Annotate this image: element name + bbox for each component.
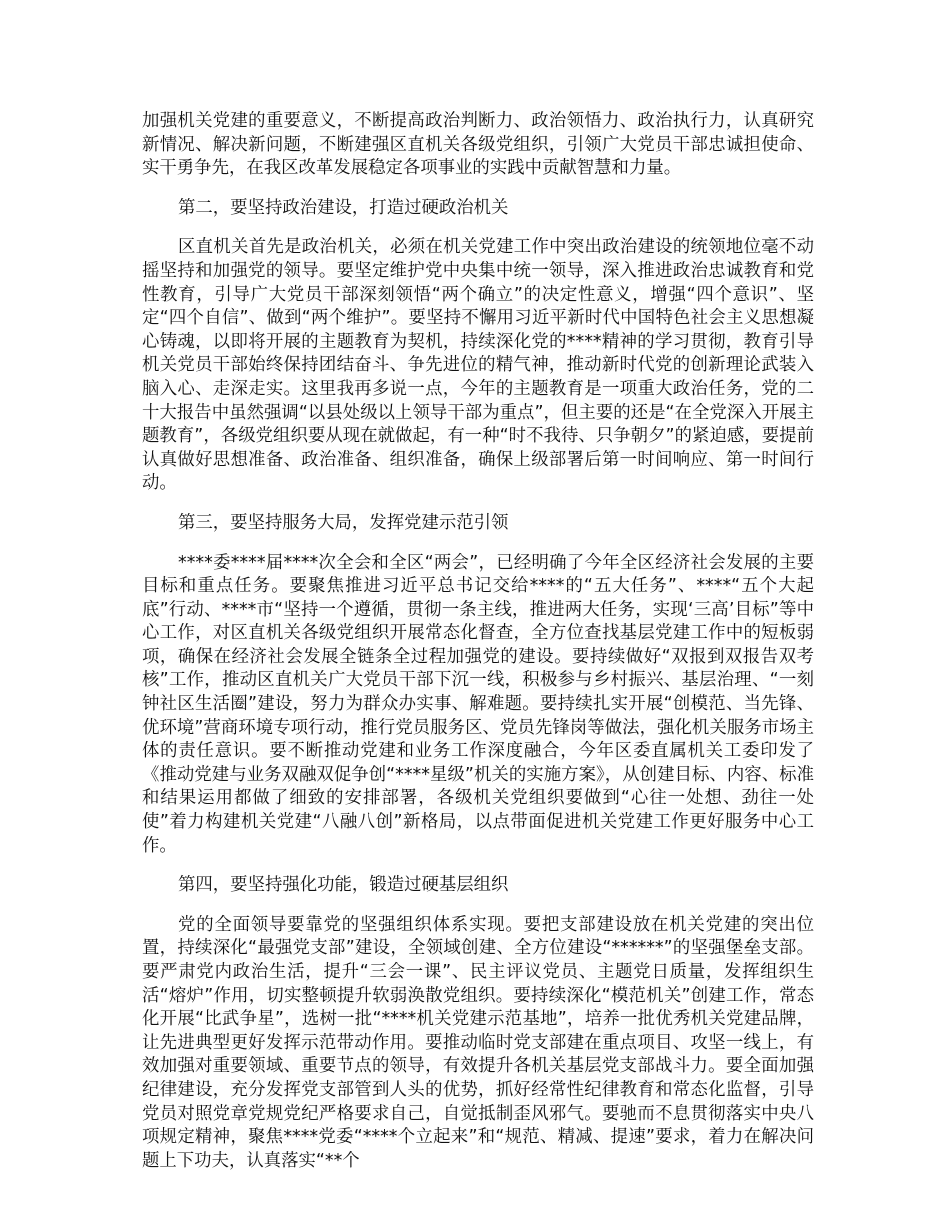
section-heading-4: 第四，要坚持强化功能，锻造过硬基层组织 (178, 875, 509, 896)
paragraph-section-2: 区直机关首先是政治机关，必须在机关党建工作中突出政治建设的统领地位毫不动摇坚持和加强党的领导。要坚定维护党中央集中统一领导，深入推进政治忠诚教育和党性教育，引导广大党员干部深刻领悟“两个确立”的决定性意义，增强“四个意识”、坚定“四个自信”、做到“两个维护”。要坚持不懈用习近平新时代中国特色社会主义思想凝心铸魂，以即将开展的主题教育为契机，持续深化党的****精神的学习贯彻，教育引导机关党员干部始终保持团结奋斗、争先进位的精气神，推动新时代党的创新理论武装入脑入心、走深走实。这里我再多说一点，今年的主题教育是一项重大政治任务，党的二十大报告中虽然强调“以县处级以上领导干部为重点”，但主要的还是“在全党深入开展主题教育”，各级党组织要从现在就做起，有一种“时不我待、只争朝夕”的紧迫感，要提前认真做好思想准备、政治准备、组织准备，确保上级部署后第一时间响应、第一时间行动。 (142, 237, 814, 494)
paragraph-section-4: 党的全面领导要靠党的坚强组织体系实现。要把支部建设放在机关党建的突出位置，持续深化“最强党支部”建设，全领域创建、全方位建设“******”的坚强堡垒支部。要严肃党内政治生活，提升“三会一课”、民主评议党员、主题党日质量，发挥组织生活“熔炉”作用，切实整顿提升软弱涣散党组织。要持续深化“模范机关”创建工作，常态化开展“比武争星”，选树一批“****机关党建示范基地”，培养一批优秀机关党建品牌，让先进典型更好发挥示范带动作用。要推动临时党支部建在重点项目、攻坚一线上，有效加强对重要领域、重要节点的领导，有效提升各机关基层党支部战斗力。要全面加强纪律建设，充分发挥党支部管到人头的优势，抓好经常性纪律教育和常态化监督，引导党员对照党章党规党纪严格要求自己，自觉抵制歪风邪气。要驰而不息贯彻落实中央八项规定精神，聚焦****党委“****个立起来”和“规范、精减、提速”要求，着力在解决问题上下功夫，认真落实“**个 (142, 914, 814, 1171)
section-heading-2: 第二，要坚持政治建设，打造过硬政治机关 (178, 197, 509, 218)
paragraph-section-3: ****委****届****次全会和全区“两会”，已经明确了今年全区经济社会发展的主要目标和重点任务。要聚焦推进习近平总书记交给****的“五大任务”、****“五个大起底”行动、****市“坚持一个遵循，贯彻一条主线，推进两大任务，实现‘三高’目标”等中心工作，对区直机关各级党组织开展常态化督查，全方位查找基层党建工作中的短板弱项，确保在经济社会发展全链条全过程加强党的建设。要持续做好“双报到双报告双考核”工作，推动区直机关广大党员干部下沉一线，积极参与乡村振兴、基层治理、“一刻钟社区生活圈”建设，努力为群众办实事、解难题。要持续扎实开展“创模范、当先锋、优环境”营商环境专项行动，推行党员服务区、党员先锋岗等做法，强化机关服务市场主体的责任意识。要不断推动党建和业务工作深度融合，今年区委直属机关工委印发了《推动党建与业务双融双促争创“****星级”机关的实施方案》，从创建目标、内容、标准和结果运用都做了细致的安排部署，各级机关党组织要做到“心往一处想、劲往一处使”着力构建机关党建“八融八创”新格局，以点带面促进机关党建工作更好服务中心工作。 (142, 552, 814, 856)
document-page (142, 110, 814, 1173)
paragraph-intro: 加强机关党建的重要意义，不断提高政治判断力、政治领悟力、政治执行力，认真研究新情况、解决新问题，不断建强区直机关各级党组织，引领广大党员干部忠诚担使命、实干勇争先，在我区改革发展稳定各项事业的实践中贡献智慧和力量。 (142, 111, 814, 179)
section-heading-3: 第三，要坚持服务大局，发挥党建示范引领 (178, 512, 509, 533)
